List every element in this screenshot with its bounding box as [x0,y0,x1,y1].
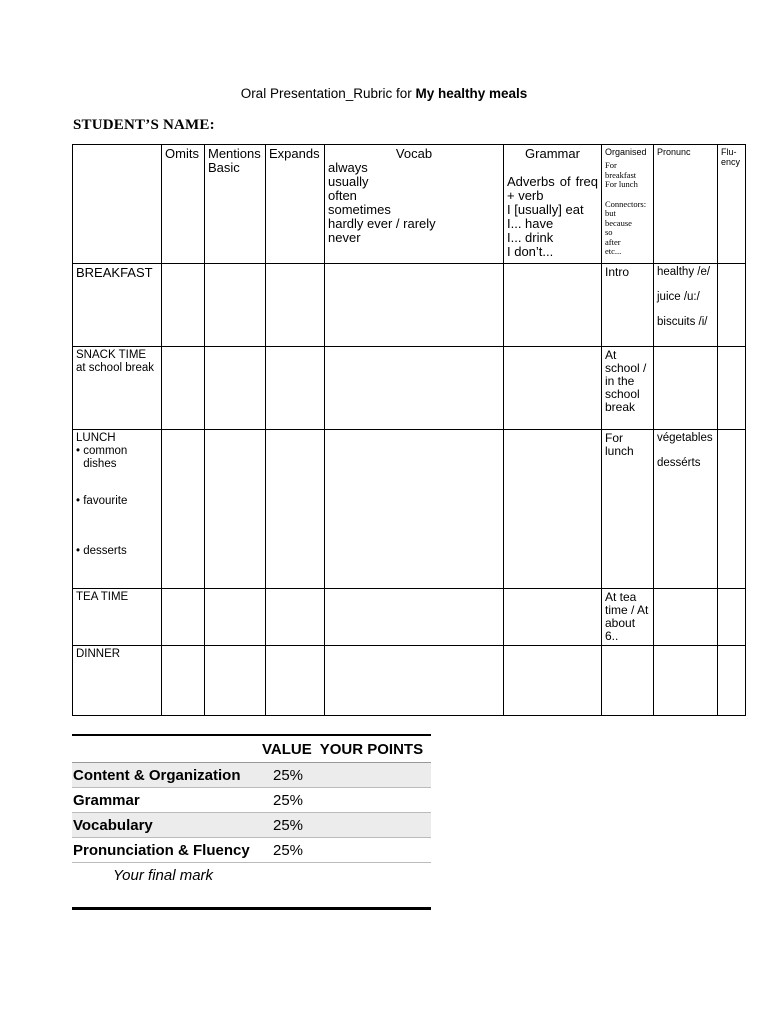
student-name-label: STUDENT’S NAME: [73,117,215,133]
vocab-item: always [328,160,368,175]
vocab-title: Vocab [395,146,433,161]
pron-cell [654,264,718,347]
row-label [73,347,162,430]
header-row [73,145,746,264]
value-row-name: Content & Organization [73,766,241,784]
value-row-percent: 25% [273,766,304,784]
fluency-cell[interactable] [718,264,746,347]
pron-word: biscuits /i/ [657,316,708,328]
organised-cell [602,646,654,716]
score-cell[interactable] [205,589,266,646]
bullet-icon: • [76,545,84,557]
value-row-percent: 25% [273,791,304,809]
final-mark-row [72,863,431,907]
grammar-item: Adverbs of freq + verb [507,174,598,203]
value-table [72,734,431,910]
organised-item: but [605,208,616,218]
row-label: TEA TIME [73,589,162,646]
value-row [72,788,431,813]
fluency-cell[interactable] [718,347,746,430]
fluency-cell[interactable] [718,646,746,716]
table-row [73,347,746,430]
header-fluency: Flu-ency [718,145,746,264]
score-cell[interactable] [205,646,266,716]
header-expands: Expands [266,145,325,264]
score-cell[interactable] [504,347,602,430]
grammar-item: I [usually] eat [507,202,584,217]
pron-cell [654,347,718,430]
score-cell[interactable] [266,589,325,646]
score-cell[interactable] [266,430,325,589]
organised-cell: At tea time / At about 6.. [602,589,654,646]
header-organised [602,145,654,264]
score-cell[interactable] [325,430,504,589]
grammar-item: I... have [507,216,554,231]
value-row-name: Vocabulary [73,816,153,834]
table-row [73,589,746,646]
score-cell[interactable] [325,646,504,716]
pron-word: végetables [657,432,713,444]
bullet-icon: • [76,445,84,457]
score-cell[interactable] [205,264,266,347]
header-vocab [325,145,504,264]
vocab-item: sometimes [328,202,391,217]
organised-item: For breakfast [605,160,637,180]
score-cell[interactable] [504,430,602,589]
grammar-item: I don’t... [507,244,554,259]
row-label-sub: at school break [76,362,154,374]
row-label-main: LUNCH [76,432,116,444]
organised-item: For lunch [605,179,638,189]
organised-cell: For lunch [602,430,654,589]
page-title [0,86,768,101]
vocab-item: often [328,188,357,203]
final-mark-label: Your final mark [113,867,214,884]
value-row [72,838,431,863]
header-omits: Omits [162,145,205,264]
table-row [73,646,746,716]
score-cell[interactable] [504,264,602,347]
score-cell[interactable] [325,347,504,430]
title-prefix: Oral Presentation_Rubric for [240,86,416,101]
pron-cell [654,646,718,716]
table-row [73,430,746,589]
header-grammar [504,145,602,264]
score-cell[interactable] [266,646,325,716]
row-label [73,430,162,589]
title-bold: My healthy meals [415,86,528,101]
organised-item: etc... [605,246,622,256]
score-cell[interactable] [162,646,205,716]
organised-cell: At school / in the school break [602,347,654,430]
row-label-main: SNACK TIME [76,349,147,361]
bullet-item [76,445,158,471]
score-cell[interactable] [162,589,205,646]
organised-item: after [605,236,621,247]
header-mentions: Mentions Basic [205,145,266,264]
value-row-percent: 25% [273,841,304,859]
organised-cell: Intro [602,264,654,347]
score-cell[interactable] [504,589,602,646]
score-cell[interactable] [162,264,205,347]
bullet-item [76,545,158,558]
value-row-name: Pronunciation & Fluency [73,841,250,859]
header-blank [73,145,162,264]
score-cell[interactable] [325,589,504,646]
vocab-item: hardly ever / rarely [328,216,436,231]
score-cell[interactable] [266,264,325,347]
value-header: VALUE [262,740,312,758]
header-pronunc: Pronunc [654,145,718,264]
row-label: BREAKFAST [73,264,162,347]
value-table-header [72,736,431,763]
score-cell[interactable] [205,430,266,589]
value-row-percent: 25% [273,816,304,834]
score-cell[interactable] [504,646,602,716]
pron-word: juice /u:/ [657,291,700,303]
bullet-text: common dishes [83,445,128,470]
bullet-text: favourite [83,495,128,507]
fluency-cell[interactable] [718,589,746,646]
table-row [73,264,746,347]
score-cell[interactable] [162,430,205,589]
score-cell[interactable] [162,347,205,430]
pron-word: dessérts [657,457,701,469]
score-cell[interactable] [325,264,504,347]
grammar-item: I... drink [507,230,554,245]
pron-cell [654,430,718,589]
points-header: YOUR POINTS [319,740,424,758]
organised-item: so [605,227,613,237]
vocab-item: usually [328,174,369,189]
score-cell[interactable] [266,347,325,430]
bullet-text: desserts [83,545,127,557]
row-label: DINNER [73,646,162,716]
pron-cell [654,589,718,646]
bullet-item [76,495,158,508]
value-row [72,763,431,788]
vocab-item: never [328,230,361,245]
bullet-icon: • [76,495,84,507]
rubric-table [72,144,746,716]
organised-item: Connectors: [605,198,647,209]
organised-item: because [605,217,632,228]
pron-word: healthy /e/ [657,266,711,278]
organised-title: Organised [605,147,647,157]
value-row-name: Grammar [73,791,140,809]
value-row [72,813,431,838]
fluency-cell[interactable] [718,430,746,589]
score-cell[interactable] [205,347,266,430]
grammar-title: Grammar [525,146,580,161]
